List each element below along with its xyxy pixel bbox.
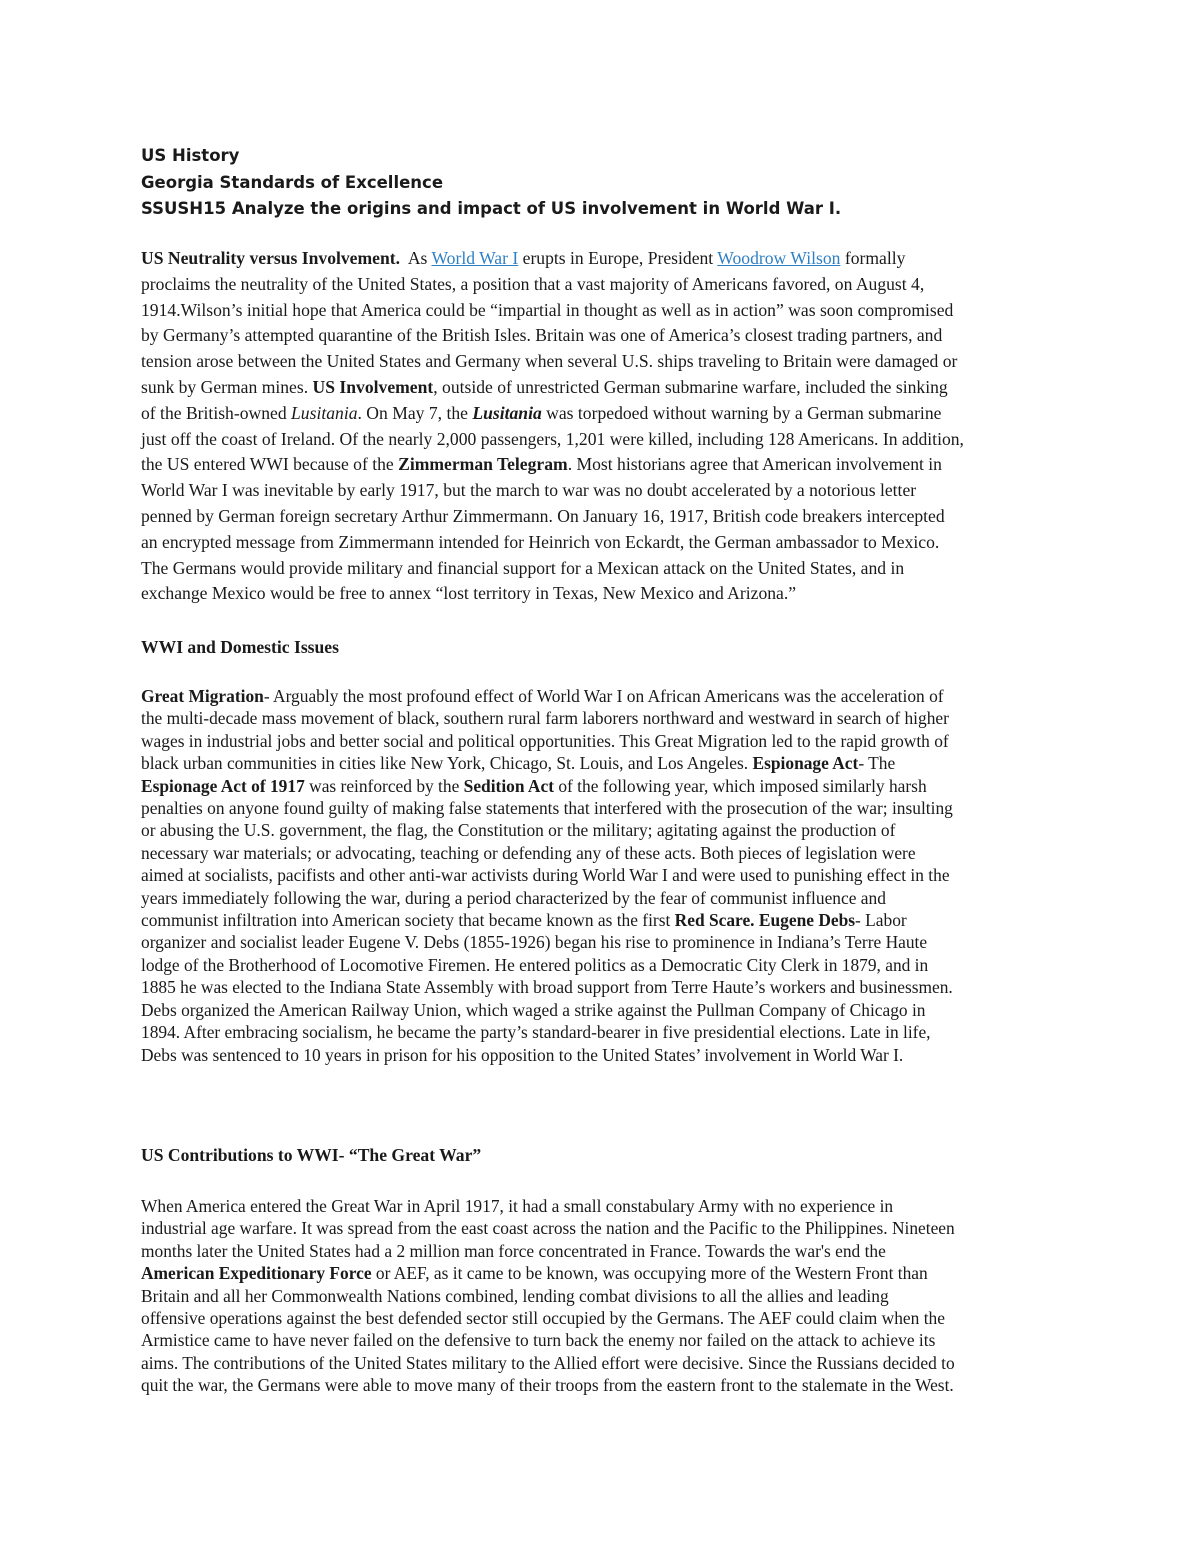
sedition-act-term: Sedition Act [463,775,554,796]
paragraph-line: Great Migration- Arguably the most profound effect of World War I on African Americans was the acceleration of [141,686,944,706]
paragraph-line: Espionage Act of 1917 was reinforced by the Sedition Act of the following year, which imposed similarly harsh [141,775,927,796]
great-migration-term: Great Migration [141,686,264,706]
paragraph-line: Debs organized the American Railway Union, which waged a strike against the Pullman Company of Chicago in [141,999,926,1020]
paragraph-line: The Germans would provide military and financial support for a Mexican attack on the United States, and in [141,557,905,578]
paragraph-line: black urban communities in cities like New York, Chicago, St. Louis, and Los Angeles. Espionage Act- The [141,753,896,774]
neutrality-paragraph [141,246,1061,607]
paragraph-line: wages in industrial jobs and better social and political opportunities. This Great Migration led to the rapid growth of [141,730,949,751]
paragraph-line: 1885 he was elected to the Indiana State Assembly with broad support from Terre Haute’s workers and businessmen. [141,977,953,998]
us-contributions-paragraph [141,1195,1061,1397]
paragraph-line: just off the coast of Ireland. Of the nearly 2,000 passengers, 1,201 were killed, including 128 Americans. In addition, [141,428,964,449]
paragraph-line: tension arose between the United States and Germany when several U.S. ships traveling to Britain were damaged or [141,351,958,372]
espionage-act-1917-term: Espionage Act of 1917 [141,775,305,796]
paragraph-line: penned by German foreign secretary Arthur Zimmermann. On January 16, 1917, British code breakers intercepted [141,505,945,526]
paragraph-line: 1894. After embracing socialism, he became the party’s standard-bearer in five presidential elections. Late in life, [141,1022,931,1043]
paragraph-line: exchange Mexico would be free to annex “lost territory in Texas, New Mexico and Arizona.” [141,583,797,604]
paragraph-line: industrial age warfare. It was spread from the east coast across the nation and the Pacific to the Philippines. Nineteen [141,1218,955,1239]
standard-code-title: SSUSH15 Analyze the origins and impact of US involvement in World War I. [141,199,842,218]
us-involvement-term: US Involvement [312,376,434,397]
paragraph-line: aims. The contributions of the United States military to the Allied effort were decisive. Since the Russians decided to [141,1352,955,1373]
paragraph-line: When America entered the Great War in April 1917, it had a small constabulary Army with no experience in [141,1196,894,1216]
paragraph-line: Debs was sentenced to 10 years in prison for his opposition to the United States’ involvement in World War I. [141,1044,904,1065]
zimmerman-telegram-term: Zimmerman Telegram [398,454,568,475]
lusitania-bold: Lusitania [472,402,542,423]
paragraph-line: 1914.Wilson’s initial hope that America could be “impartial in thought as well as in action” was soon compromised [141,299,954,320]
paragraph-line: World War I was inevitable by early 1917, but the march to war was no doubt accelerated by a notorious letter [141,480,917,501]
woodrow-wilson-link[interactable]: Woodrow Wilson [717,248,841,268]
paragraph-line: the multi-decade mass movement of black, southern rural farm laborers northward and westward in search of higher [141,708,949,729]
paragraph-line: months later the United States had a 2 million man force concentrated in France. Towards the war's end the [141,1240,886,1261]
paragraph-line: of the British-owned Lusitania. On May 7, the Lusitania was torpedoed without warning by a German submarine [141,402,942,423]
paragraph-line: US Neutrality versus Involvement. As World War I erupts in Europe, President Woodrow Wilson formally [141,248,906,268]
paragraph-line: proclaims the neutrality of the United States, a position that a vast majority of Americans favored, on August 4, [141,273,925,294]
domestic-issues-heading: WWI and Domestic Issues [141,637,339,657]
paragraph-line: organizer and socialist leader Eugene V. Debs (1855-1926) began his rise to prominence in Indiana’s Terre Haute [141,932,928,953]
domestic-issues-paragraph [141,685,1061,1066]
paragraph-line: aimed at socialists, pacifists and other anti-war activists during World War I and were used to punishing effect in the [141,865,950,886]
world-war-i-link[interactable]: World War I [431,248,519,268]
paragraph-line: necessary war materials; or advocating, teaching or defending any of these acts. Both pieces of legislation were [141,842,916,863]
lusitania-italic: Lusitania [291,402,358,423]
document-header [141,143,1061,223]
espionage-act-term: Espionage Act [752,753,859,774]
paragraph-line: an encrypted message from Zimmermann intended for Heinrich von Eckardt, the German ambassador to Mexico. [141,531,940,552]
paragraph-line: penalties on anyone found guilty of making false statements that interfered with the prosecution of the war; insulting [141,798,953,819]
aef-term: American Expeditionary Force [141,1263,372,1284]
paragraph-line: by Germany’s attempted quarantine of the British Isles. Britain was one of America’s closest trading partners, and [141,325,943,346]
paragraph-line: lodge of the Brotherhood of Locomotive Firemen. He entered politics as a Democratic City Clerk in 1879, and in [141,954,929,975]
paragraph-line: offensive operations against the best defended sector still occupied by the Germans. The AEF could claim when the [141,1308,945,1329]
paragraph-line: sunk by German mines. US Involvement, outside of unrestricted German submarine warfare, included the sinking [141,376,948,397]
paragraph-line: quit the war, the Germans were able to move many of their troops from the eastern front to the stalemate in the West. [141,1375,954,1396]
red-scare-term: Red Scare. [674,910,755,931]
paragraph-line: or abusing the U.S. government, the flag, the Constitution or the military; agitating against the production of [141,820,896,841]
paragraph-line: American Expeditionary Force or AEF, as it came to be known, was occupying more of the Western Front than [141,1263,928,1284]
paragraph-line: Armistice came to have never failed on the defensive to turn back the enemy nor failed on the attack to achieve its [141,1330,936,1351]
neutrality-heading: US Neutrality versus Involvement. [141,248,401,268]
us-contributions-heading: US Contributions to WWI- “The Great War” [141,1145,482,1165]
paragraph-line: years immediately following the war, during a period characterized by the fear of communist influence and [141,887,886,908]
paragraph-line: communist infiltration into American society that became known as the first Red Scare. Eugene Debs- Labor [141,910,907,931]
standards-title: Georgia Standards of Excellence [141,172,444,192]
eugene-debs-term: Eugene Debs [758,910,856,931]
course-title: US History [141,146,240,165]
paragraph-line: Britain and all her Commonwealth Nations combined, lending combat divisions to all the allies and leading [141,1285,889,1306]
paragraph-line: the US entered WWI because of the Zimmerman Telegram. Most historians agree that American involvement in [141,454,942,475]
